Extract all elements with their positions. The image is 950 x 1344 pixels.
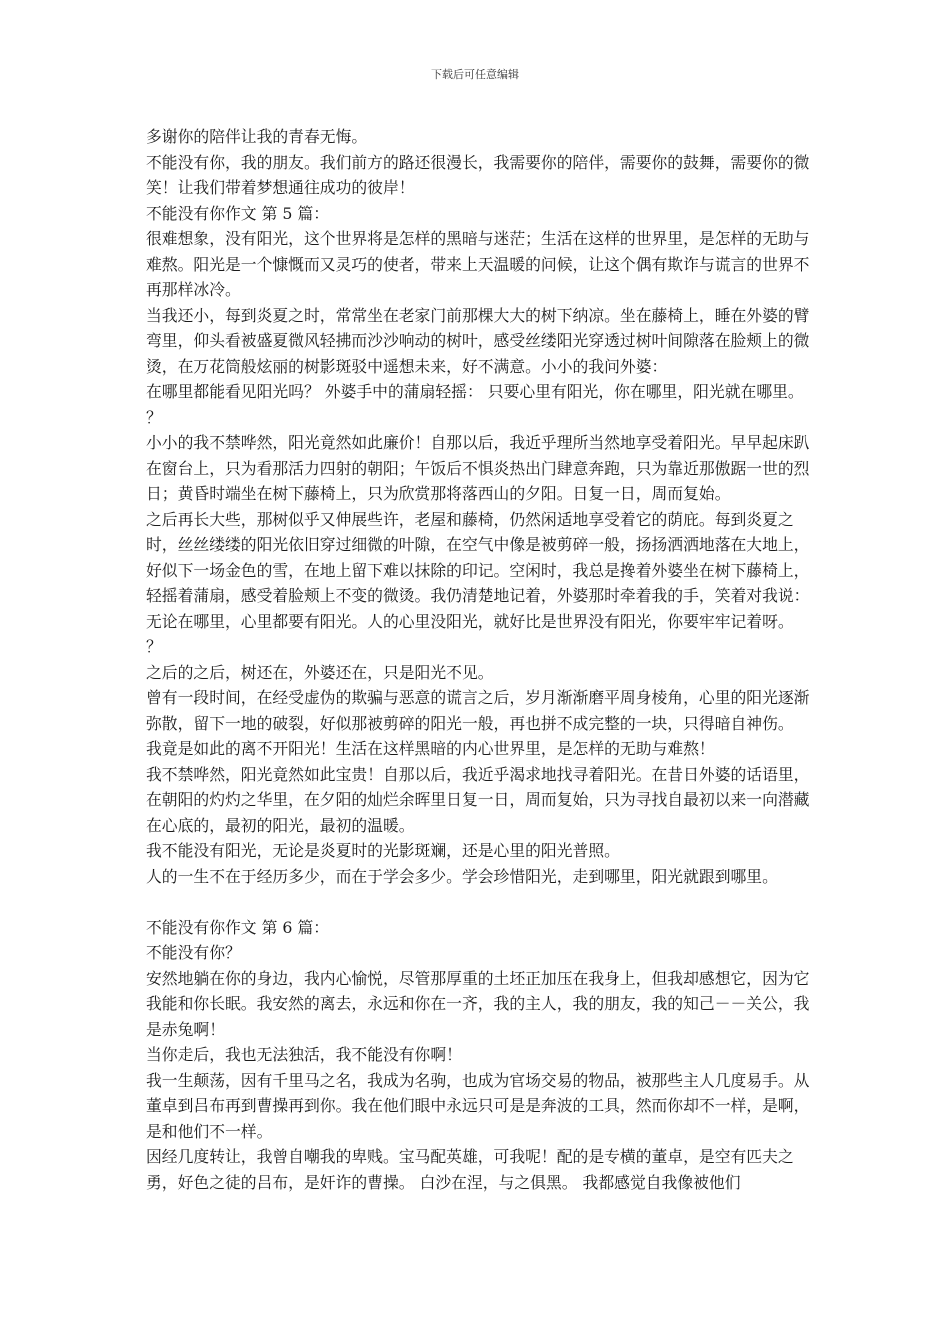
paragraph: 之后的之后，树还在，外婆还在，只是阳光不见。: [146, 662, 494, 682]
blank-line: [146, 889, 814, 915]
document-body: [146, 124, 814, 1195]
paragraph: 当我还小，每到炎夏之时，常常坐在老家门前那棵大大的树下纳凉。坐在藤椅上，睡在外婆的臂弯里，仰头看被盛夏微风轻拂而沙沙响动的树叶，感受丝缕阳光穿透过树叶间隙落在脸颊上的微烫，在万花筒般炫丽的树影斑驳中遥想未来，好不满意。小小的我问外婆：: [146, 305, 810, 376]
section-heading: 不能没有你作文 第 6 篇：: [146, 917, 330, 937]
paragraph: 曾有一段时间，在经受虚伪的欺骗与恶意的谎言之后，岁月渐渐磨平周身棱角，心里的阳光逐渐弥散，留下一地的破裂，好似那被剪碎的阳光一般，再也拼不成完整的一块，只得暗自神伤。: [146, 688, 810, 733]
section-heading: 不能没有你作文 第 5 篇：: [146, 203, 330, 223]
paragraph: 不能没有你？: [146, 943, 241, 962]
paragraph: 我不能没有阳光，无论是炎夏时的光影斑斓，还是心里的阳光普照。: [146, 841, 620, 860]
paragraph: 因经几度转让，我曾自嘲我的卑贱。宝马配英雄，可我呢！配的是专横的董卓，是空有匹夫之勇，好色之徒的吕布，是奸诈的曹操。 白沙在涅，与之俱黑。 我都感觉自我像被他们: [146, 1147, 794, 1192]
page-header: 下载后可任意编辑: [431, 68, 519, 81]
paragraph: 多谢你的陪伴让我的青春无悔。: [146, 127, 368, 146]
paragraph: 当你走后，我也无法独活，我不能没有你啊！: [146, 1045, 462, 1064]
paragraph: 我不禁哗然，阳光竟然如此宝贵！自那以后，我近乎渴求地找寻着阳光。在昔日外婆的话语里，在朝阳的灼灼之华里，在夕阳的灿烂余晖里日复一日，周而复始，只为寻找自最初以来一向潜藏在心底的，最初的阳光，最初的温暖。: [146, 764, 810, 835]
paragraph: 小小的我不禁哗然，阳光竟然如此廉价！自那以后，我近乎理所当然地享受着阳光。早早起床趴在窗台上，只为看那活力四射的朝阳；午饭后不惧炎热出门肆意奔跑，只为靠近那傲踞一世的烈日；黄昏时端坐在树下藤椅上，只为欣赏那将落西山的夕阳。日复一日，周而复始。: [146, 433, 810, 503]
paragraph: 人的一生不在于经历多少，而在于学会多少。学会珍惜阳光，走到哪里，阳光就跟到哪里。: [146, 866, 778, 886]
paragraph: 我竟是如此的离不开阳光！生活在这样黑暗的内心世界里，是怎样的无助与难熬！: [146, 739, 715, 758]
paragraph: 在哪里都能看见阳光吗？ 外婆手中的蒲扇轻摇： 只要心里有阳光，你在哪里，阳光就在哪里。 ？: [146, 382, 804, 427]
paragraph: 安然地躺在你的身边，我内心愉悦，尽管那厚重的土坯正加压在我身上，但我却感想它，因为它我能和你长眠。我安然的离去，永远和你在一齐，我的主人，我的朋友，我的知己－－关公，我是赤兔啊！: [146, 968, 810, 1039]
paragraph: 不能没有你，我的朋友。我们前方的路还很漫长，我需要你的陪伴，需要你的鼓舞，需要你的微笑！让我们带着梦想通往成功的彼岸！: [146, 152, 810, 197]
paragraph: 之后再长大些，那树似乎又伸展些许，老屋和藤椅，仍然闲适地享受着它的荫庇。每到炎夏之时，丝丝缕缕的阳光依旧穿过细微的叶隙，在空气中像是被剪碎一般，扬扬洒洒地落在大地上，好似下一场金色的雪，在地上留下难以抹除的印记。空闲时，我总是搀着外婆坐在树下藤椅上，轻摇着蒲扇，感受着脸颊上不变的微烫。我仍清楚地记着，外婆那时牵着我的手，笑着对我说： 无论在哪里，心里都要有阳光。人的心里没阳光，就好比是世界没有阳光，你要牢牢记着呀。 ？: [146, 509, 810, 656]
paragraph: 我一生颠荡，因有千里马之名，我成为名驹，也成为官场交易的物品，被那些主人几度易手。从董卓到吕布再到曹操再到你。我在他们眼中永远只可是是奔波的工具，然而你却不一样，是啊，是和他们不一样。: [146, 1070, 810, 1141]
paragraph: 很难想象，没有阳光，这个世界将是怎样的黑暗与迷茫；生活在这样的世界里，是怎样的无助与难熬。阳光是一个慷慨而又灵巧的使者，带来上天温暖的问候，让这个偶有欺诈与谎言的世界不再那样冰冷。: [146, 229, 810, 299]
